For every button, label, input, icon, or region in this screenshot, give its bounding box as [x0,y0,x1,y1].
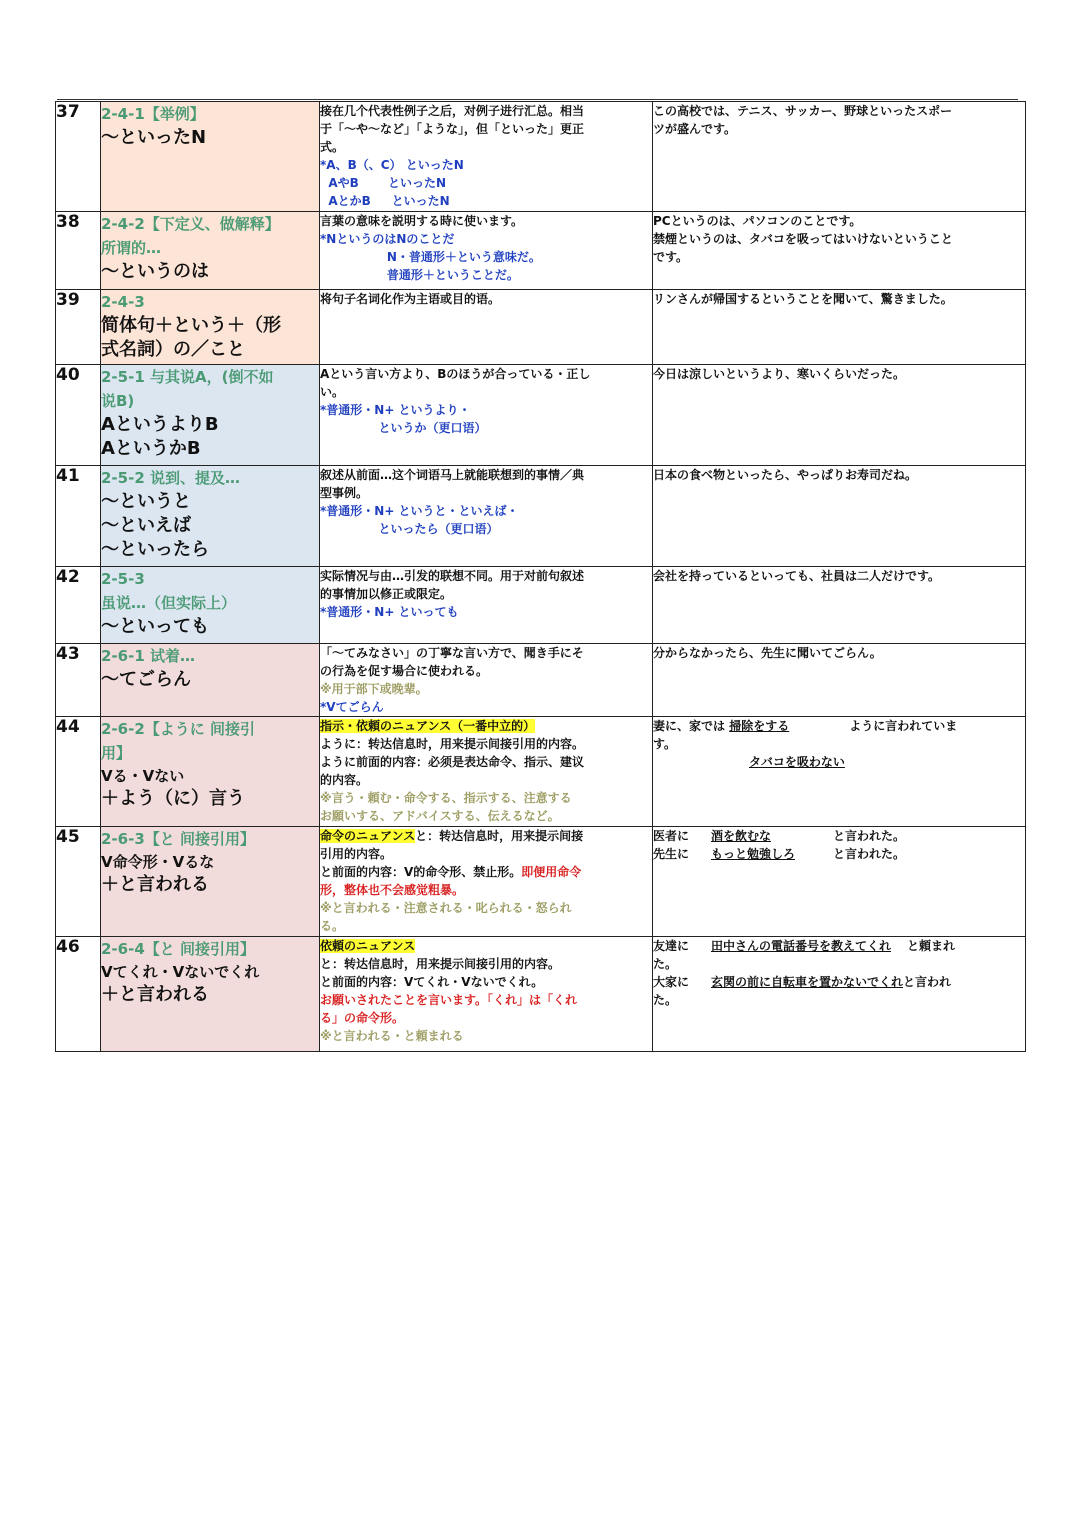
pattern-main: ～といったN [101,127,207,148]
example-prefix: 妻に、家では [653,719,730,733]
example-line: リンさんが帰国するということを聞いて、驚きました。 [653,292,953,306]
pattern-form: V命令形・Vるな [101,853,215,871]
explanation-line [320,717,652,735]
example-line: 日本の食べ物といったら、やっぱりお寿司だね。 [653,468,918,482]
row-number: 37 [56,102,101,212]
example-line [653,973,1025,991]
table-row [56,937,1026,1052]
pattern-cell [101,567,320,644]
explanation-note: ※用于部下或晚辈。 [320,682,428,696]
explanation-cell [320,937,653,1052]
example-underlined: 酒を飲むな [711,829,772,843]
explanation-line: *A、B（、C） といったN [320,158,464,172]
explanation-line: *Vてごらん [320,700,384,714]
row-number: 40 [56,365,101,466]
explanation-line: といったら（更口语） [320,522,499,536]
pattern-main: AというよりB [101,414,219,435]
explanation-red-text: 即便用命令 [521,865,582,879]
table-row [56,644,1026,717]
example-line: PCというのは、パソコンのことです。 [653,214,862,228]
pattern-main: ＋よう（に）言う [101,788,245,809]
explanation-line: 叙述从前面…这个词语马上就能联想到的事情／典 [320,468,585,482]
example-line: た。 [653,957,678,971]
pattern-code: 2-4-3 [101,293,145,311]
example-end: と頼まれ [907,939,956,953]
example-underlined: 掃除をする [729,719,790,733]
explanation-line: と：转达信息时，用来提示间接引用的内容。 [320,957,561,971]
explanation-cell [320,466,653,567]
example-subject: 大家に [653,975,690,989]
table-row [56,827,1026,937]
explanation-line [320,937,652,955]
example-cell [653,212,1026,290]
pattern-main: ～てごらん [101,669,191,690]
explanation-cell [320,644,653,717]
table-row [56,717,1026,827]
example-cell [653,717,1026,827]
pattern-cell [101,466,320,567]
example-cell [653,567,1026,644]
example-cell [653,466,1026,567]
example-cell [653,365,1026,466]
pattern-main: ～というのは [101,261,209,282]
top-rule [57,99,1018,100]
grammar-table [55,101,1026,1052]
explanation-line: お願いされたことを言います。「くれ」は「くれ [320,993,578,1007]
pattern-cell [101,365,320,466]
pattern-cell [101,102,320,212]
explanation-line: *普通形・N+ といっても [320,605,459,619]
explanation-note: お願いする、アドバイスする、伝えるなど。 [320,809,560,823]
pattern-main: ～というと [101,491,191,512]
explanation-line: 式。 [320,140,345,154]
pattern-main: ～といっても [101,616,209,637]
example-cell [653,102,1026,212]
example-line [653,845,1025,863]
example-line [653,753,1025,771]
explanation-line: ように：转达信息时，用来提示间接引用的内容。 [320,737,585,751]
row-number: 41 [56,466,101,567]
explanation-line: 实际情况与由…引发的联想不同。用于对前句叙述 [320,569,585,583]
example-line: ツが盛んです。 [653,122,737,136]
pattern-cell [101,717,320,827]
explanation-text: と：转达信息时，用来提示间接 [415,829,584,843]
example-line: す。 [653,737,677,751]
pattern-main: ～といったら [101,539,209,560]
explanation-line: ように前面的内容：必须是表达命令、指示、建议 [320,755,585,769]
explanation-line: *普通形・N+ というと・といえば・ [320,504,519,518]
pattern-cell [101,290,320,365]
explanation-note: る。 [320,919,345,933]
explanation-line: AやB といったN [320,176,447,190]
explanation-line: 接在几个代表性例子之后，对例子进行汇总。相当 [320,104,585,118]
explanation-cell [320,567,653,644]
pattern-cell [101,937,320,1052]
nuance-highlight: 依頼のニュアンス [320,939,416,953]
example-cell [653,290,1026,365]
nuance-highlight: 指示・依頼のニュアンス（一番中立的） [320,719,536,733]
explanation-line [320,863,652,881]
explanation-line: *普通形・N+ というより・ [320,403,471,417]
explanation-line: 「～てみなさい」の丁寧な言い方で、聞き手にそ [320,646,584,660]
explanation-line: 的事情加以修正或限定。 [320,587,453,601]
explanation-line: というか（更口语） [320,421,487,435]
explanation-line: 形，整体也不会感觉粗暴。 [320,883,465,897]
example-cell [653,827,1026,937]
explanation-line: い。 [320,385,345,399]
explanation-line: 型事例。 [320,486,369,500]
example-line: 会社を持っているといっても、社員は二人だけです。 [653,569,941,583]
grammar-table-body [56,102,1026,1052]
pattern-meaning: 虽说…（但实际上） [101,594,237,612]
table-row [56,290,1026,365]
example-line: 今日は涼しいというより、寒いくらいだった。 [653,367,906,381]
explanation-line: 将句子名词化作为主语或目的语。 [320,292,501,306]
example-underlined: タバコを吸わない [749,755,845,769]
pattern-form: Vてくれ・Vないでくれ [101,963,260,981]
explanation-line: る」の命令形。 [320,1011,405,1025]
pattern-code: 2-5-1 与其说A，(倒不如 [101,368,274,386]
table-row [56,567,1026,644]
pattern-cell [101,827,320,937]
pattern-code: 2-5-2 说到、提及… [101,469,240,487]
explanation-text: と前面的内容：V的命令形、禁止形。 [320,865,522,879]
pattern-code: 2-6-4【と 间接引用】 [101,940,255,958]
explanation-line: の行為を促す場合に使われる。 [320,664,489,678]
example-line: 分からなかったら、先生に聞いてごらん。 [653,646,882,660]
example-subject: 先生に [653,847,690,861]
example-suffix: ように言われていま [849,719,958,733]
row-number: 46 [56,937,101,1052]
pattern-cell [101,212,320,290]
example-end: と言われた。 [833,847,906,861]
explanation-line [320,827,652,845]
pattern-code: 用】 [101,744,132,762]
pattern-code: 2-4-2【下定义、做解释】 [101,215,280,233]
explanation-line: N・普通形＋という意味だ。 [320,250,541,264]
example-cell [653,644,1026,717]
table-row [56,466,1026,567]
row-number: 39 [56,290,101,365]
table-row [56,212,1026,290]
example-end: と言われた。 [833,829,906,843]
example-end: と言われ [903,975,952,989]
pattern-code: 说B) [101,392,135,410]
pattern-code: 2-6-1 试着… [101,647,195,665]
pattern-code: 2-4-1【举例】 [101,105,205,123]
pattern-main: ＋と言われる [101,984,209,1005]
example-line: 禁煙というのは、タバコを吸ってはいけないということ [653,232,953,246]
explanation-line: 普通形＋ということだ。 [320,268,519,282]
row-number: 38 [56,212,101,290]
explanation-cell [320,827,653,937]
example-line [653,717,1025,735]
pattern-main: 式名詞）の／こと [101,339,245,360]
explanation-cell [320,717,653,827]
example-underlined: 田中さんの電話番号を教えてくれ [711,939,892,953]
explanation-cell [320,212,653,290]
explanation-line: 的内容。 [320,773,369,787]
explanation-line: 于「～や～など」「ような」，但「といった」更正 [320,122,585,136]
example-cell [653,937,1026,1052]
pattern-code: 2-6-2【ように 间接引 [101,720,255,738]
example-line: た。 [653,993,678,1007]
pattern-form: Vる・Vない [101,767,185,785]
table-row [56,365,1026,466]
table-row [56,102,1026,212]
pattern-main: 简体句＋という＋（形 [101,315,281,336]
explanation-cell [320,290,653,365]
explanation-line: Aという言い方より、Bのほうが合っている・正し [320,367,591,381]
example-subject: 医者に [653,829,690,843]
pattern-main: AというかB [101,438,201,459]
example-underlined: 玄関の前に自転車を置かないでくれ [711,975,904,989]
explanation-note: ※と言われる・注意される・叱られる・怒られ [320,901,572,915]
explanation-line: *NというのはNのことだ [320,232,455,246]
pattern-main: ～といえば [101,515,191,536]
pattern-main: ＋と言われる [101,874,209,895]
explanation-cell [320,365,653,466]
row-number: 44 [56,717,101,827]
explanation-line: 引用的内容。 [320,847,393,861]
explanation-line: AとかB といったN [320,194,450,208]
nuance-highlight: 命令のニュアンス [320,829,416,843]
explanation-note: ※と言われる・と頼まれる [320,1029,464,1043]
row-number: 43 [56,644,101,717]
example-line: この高校では、テニス、サッカー、野球といったスポー [653,104,953,118]
example-subject: 友達に [653,939,690,953]
row-number: 42 [56,567,101,644]
explanation-line: 言葉の意味を説明する時に使います。 [320,214,524,228]
row-number: 45 [56,827,101,937]
example-line [653,827,1025,845]
pattern-code: 2-5-3 [101,570,145,588]
explanation-line: と前面的内容：Vてくれ・Vないでくれ。 [320,975,544,989]
pattern-meaning: 所谓的… [101,239,162,257]
example-line: です。 [653,250,689,264]
pattern-code: 2-6-3【と 间接引用】 [101,830,255,848]
explanation-note: ※言う・頼む・命令する、指示する、注意する [320,791,572,805]
example-underlined: もっと勉強しろ [711,847,796,861]
pattern-cell [101,644,320,717]
explanation-cell [320,102,653,212]
example-line [653,937,1025,955]
